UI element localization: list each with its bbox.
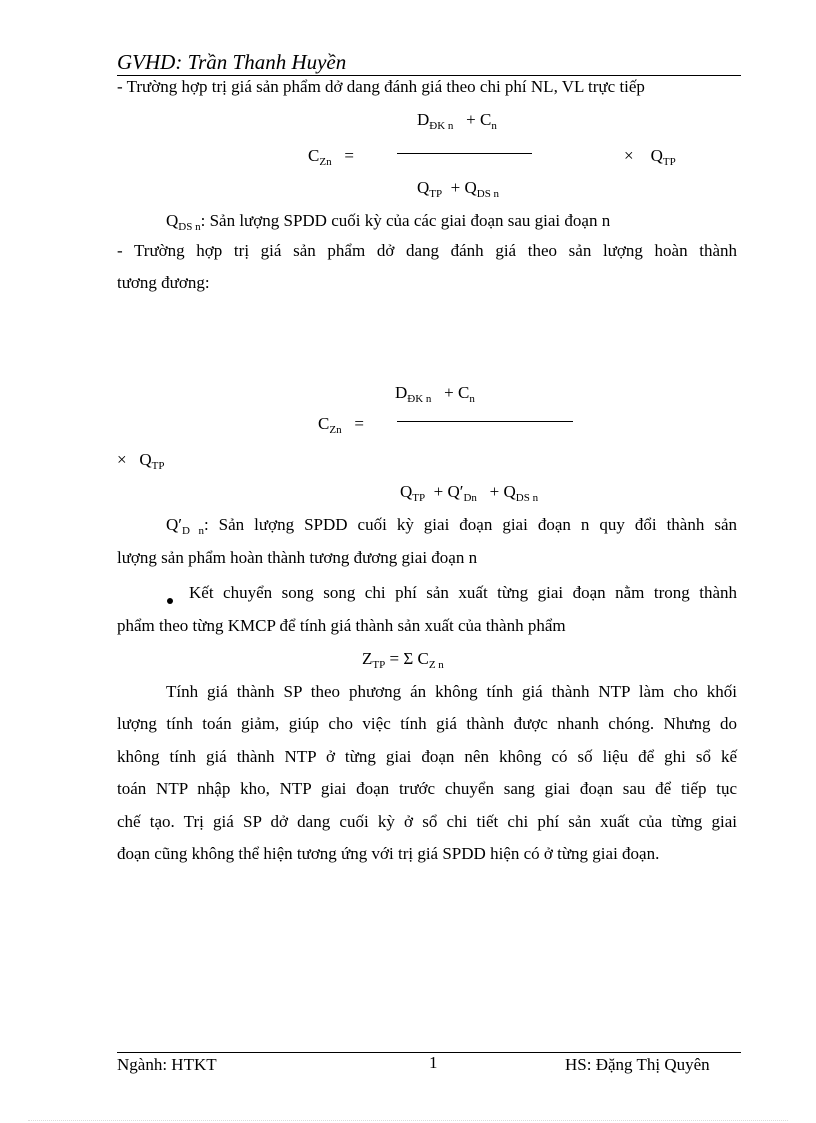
paragraph-line-2: lượng tính toán giảm, giúp cho việc tính giá thành được nhanh chóng. Nhưng do <box>117 714 737 733</box>
definition-qd-line1: $Q'_{D n}$: Sản lượng SPDD cuối kỳ giai đoạn giai đoạn n quy đổi thành sản <box>166 515 738 537</box>
formula1-rhs: × $Q_{TP}$ <box>624 146 676 168</box>
formula-3: $Z_{TP} = \Sigma$ $C_{Z n}$ <box>362 649 444 671</box>
footer-student: HS: Đặng Thị Quyên <box>565 1055 710 1074</box>
footer-major: Ngành: HTKT <box>117 1055 217 1074</box>
case2-intro-line1: - Trường hợp trị giá sản phẩm dở dang đánh giá theo sản lượng hoàn thành <box>117 241 737 260</box>
paragraph-line-4: toán NTP nhập kho, NTP giai đoạn trước chuyển sang giai đoạn sau để tiếp tục <box>117 779 737 798</box>
case1-intro: - Trường hợp trị giá sản phẩm dở dang đánh giá theo chi phí NL, VL trực tiếp <box>117 77 645 96</box>
formula1-denominator: $Q_{TP} + Q_{DS n}$ <box>417 178 500 200</box>
page-edge-dotted-line <box>28 1120 788 1121</box>
formula1-lhs: $C_{Zn}$ = <box>308 146 354 168</box>
case2-intro-line2: tương đương: <box>117 273 210 292</box>
bullet-line2: phẩm theo từng KMCP để tính giá thành sản xuất của thành phẩm <box>117 616 566 635</box>
formula2-rhs: × $Q_{TP}$ <box>117 450 165 472</box>
paragraph-line-1: Tính giá thành SP theo phương án không tính giá thành NTP làm cho khối <box>166 682 737 701</box>
formula2-lhs: $C_{Zn}$ = <box>318 414 364 436</box>
definition-qd-line2: lượng sản phẩm hoàn thành tương đương giai đoạn n <box>117 548 478 567</box>
paragraph-line-3: không tính giá thành NTP ở từng giai đoạn nên không có số liệu để ghi sổ kế <box>117 747 737 766</box>
formula1-numerator: $D_{ĐK n}$ + $C_n$ <box>417 110 497 132</box>
bullet-line1: Kết chuyển song song chi phí sản xuất từng giai đoạn nằm trong thành <box>189 583 737 602</box>
paragraph-line-5: chế tạo. Trị giá SP dở dang cuối kỳ ở sổ chi tiết chi phí sản xuất của từng giai <box>117 812 737 831</box>
bullet-icon <box>167 589 173 609</box>
footer-page-number: 1 <box>429 1053 438 1072</box>
formula1-fraction-bar <box>397 153 532 154</box>
formula2-numerator: $D_{ĐK n}$ + $C_n$ <box>395 383 475 405</box>
definition-qds: $Q_{DS n}$: Sản lượng SPDD cuối kỳ của các giai đoạn sau giai đoạn n <box>166 211 611 233</box>
formula2-fraction-bar <box>397 421 573 422</box>
paragraph-line-6: đoạn cũng không thể hiện tương ứng với trị giá SPDD hiện có ở từng giai đoạn. <box>117 844 660 863</box>
page-header-title: GVHD: Trần Thanh Huyền <box>117 50 347 74</box>
formula2-denominator: $Q_{TP} + Q'_{Dn}$ + $Q_{DS n}$ <box>400 482 539 504</box>
